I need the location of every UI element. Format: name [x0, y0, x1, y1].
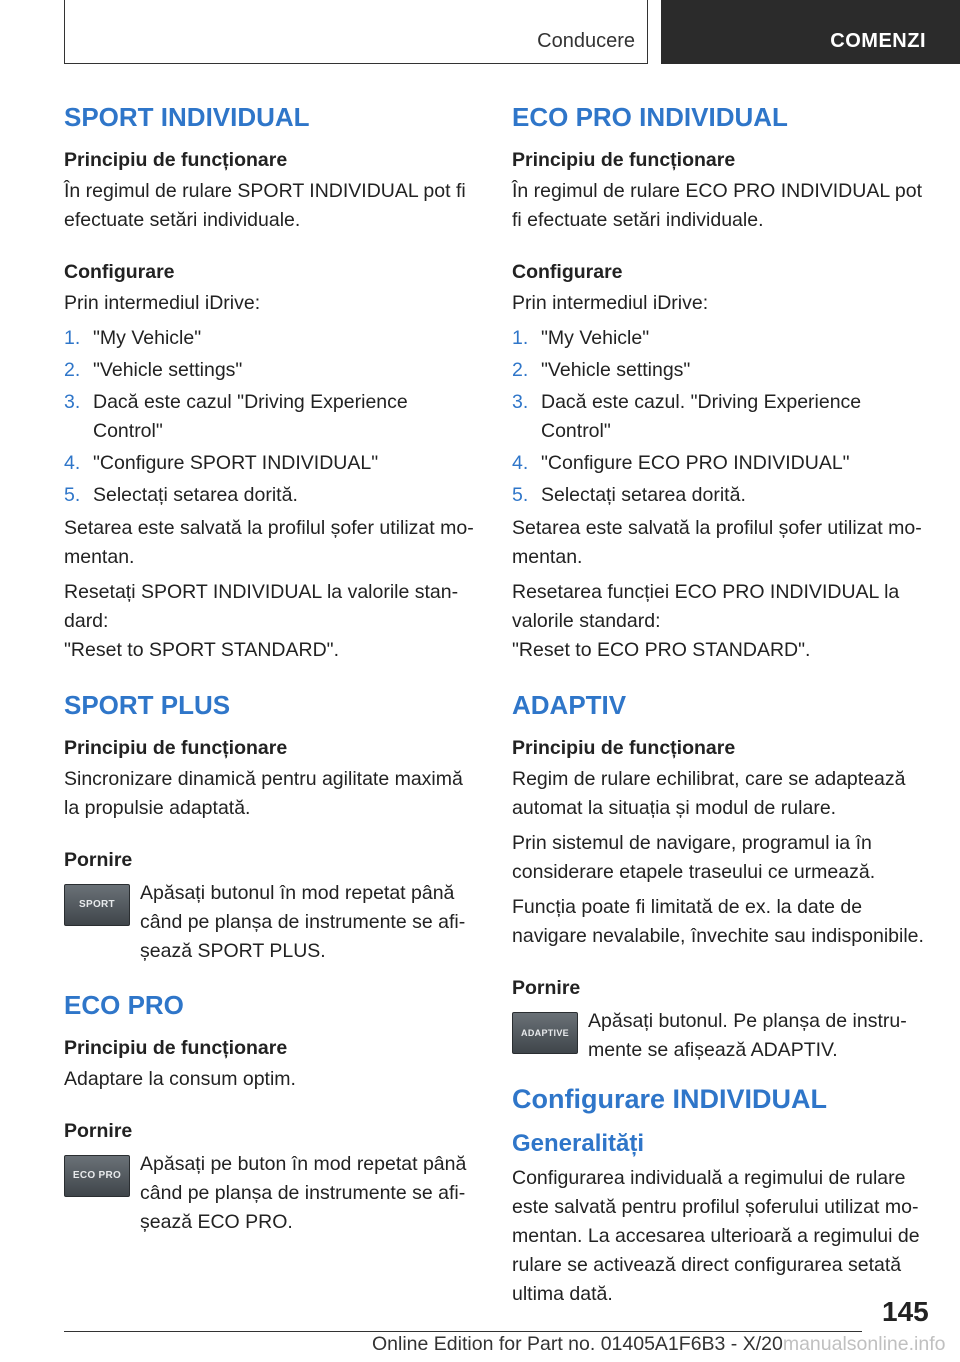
on-instruction-text: Apăsați pe buton în mod repetat până când pe planșa de instrumente se afișează ECO PRO.	[140, 1153, 467, 1233]
step-text: "My Vehicle"	[93, 327, 202, 349]
subheading-principle: Principiu de funcționare	[64, 737, 288, 759]
step-number: 4.	[512, 452, 529, 474]
step-text: "Configure SPORT INDIVIDUAL"	[93, 452, 379, 474]
config-intro: Prin intermediul iDrive:	[64, 292, 261, 314]
subheading-principle: Principiu de funcționare	[512, 737, 736, 759]
footer-edition-line	[372, 1333, 945, 1356]
section-adaptiv	[512, 688, 928, 1065]
step-number: 5.	[512, 484, 529, 506]
on-instruction-text: Apăsați butonul. Pe planșa de instrumente se afișează ADAPTIV.	[588, 1010, 907, 1061]
principle-text: În regimul de rulare SPORT INDIVIDUAL pot fi efectuate setări individuale.	[64, 180, 466, 231]
step-text: Selectați setarea dorită.	[541, 484, 746, 506]
principle-text: Sincronizare dinamică pentru agilitate maximă la propulsie adaptată.	[64, 768, 463, 819]
step-number: 2.	[512, 359, 529, 381]
header-chapter-title: COMENZI	[830, 30, 926, 52]
list-item	[64, 356, 480, 385]
list-item	[512, 481, 928, 510]
list-item	[64, 388, 480, 446]
adaptive-button-picture: ADAPTIVE	[512, 1012, 578, 1054]
principle-text-3: Funcția poate fi limitată de ex. la date de navigare nevalabile, învechite sau indisponibile.	[512, 896, 924, 947]
saved-text: Setarea este salvată la profilul șofer utilizat momentan.	[512, 517, 922, 568]
instruction-with-button	[64, 1150, 480, 1237]
heading-eco-pro: ECO PRO	[64, 990, 184, 1020]
section-config-individual	[512, 1082, 928, 1309]
step-text: Selectați setarea dorită.	[93, 484, 298, 506]
step-text: Dacă este cazul. "Driving Experience Control"	[541, 391, 862, 442]
section-sport-individual	[64, 100, 480, 665]
reset-value: "Reset to ECO PRO STANDARD".	[512, 639, 811, 661]
step-number: 1.	[512, 327, 529, 349]
subheading-principle: Principiu de funcționare	[64, 149, 288, 171]
step-number: 1.	[64, 327, 81, 349]
instruction-with-button	[512, 1007, 928, 1065]
config-steps-list	[64, 324, 480, 510]
step-text: "Configure ECO PRO INDIVIDUAL"	[541, 452, 850, 474]
subheading-principle: Principiu de funcționare	[64, 1037, 288, 1059]
step-text: "Vehicle settings"	[541, 359, 691, 381]
subheading-on: Pornire	[64, 1120, 133, 1142]
heading-sport-individual: SPORT INDIVIDUAL	[64, 102, 310, 132]
section-sport-plus	[64, 688, 480, 966]
saved-text: Setarea este salvată la profilul șofer utilizat momentan.	[64, 517, 474, 568]
step-text: "Vehicle settings"	[93, 359, 243, 381]
eco-pro-button-picture: ECO PRO	[64, 1155, 130, 1197]
section-eco-pro-individual	[512, 100, 928, 665]
reset-text: Resetarea funcției ECO PRO INDIVIDUAL la valorile standard:	[512, 581, 900, 632]
header-chapter-tab	[661, 0, 960, 64]
heading-general: Generalități	[512, 1130, 645, 1157]
step-number: 2.	[64, 359, 81, 381]
step-number: 3.	[512, 391, 529, 413]
subheading-config: Configurare	[64, 261, 175, 283]
subheading-principle: Principiu de funcționare	[512, 149, 736, 171]
footer-rule	[64, 1331, 862, 1332]
on-instruction-text: Apăsați butonul în mod repetat până când pe planșa de instrumente se afișează SPORT PLUS.	[140, 882, 466, 962]
list-item	[64, 449, 480, 478]
subheading-config: Configurare	[512, 261, 623, 283]
instruction-with-button	[64, 879, 480, 966]
config-intro: Prin intermediul iDrive:	[512, 292, 709, 314]
list-item	[512, 388, 928, 446]
step-text: Dacă este cazul "Driving Experience Control"	[93, 391, 408, 442]
heading-adaptiv: ADAPTIV	[512, 690, 627, 720]
list-item	[64, 324, 480, 353]
heading-eco-pro-individual: ECO PRO INDIVIDUAL	[512, 102, 788, 132]
header-section-box	[64, 0, 648, 64]
left-column	[64, 100, 480, 1237]
step-number: 3.	[64, 391, 81, 413]
step-number: 5.	[64, 484, 81, 506]
sport-button-picture: SPORT	[64, 884, 130, 926]
section-eco-pro	[64, 988, 480, 1237]
principle-text-1: Regim de rulare echilibrat, care se adaptează automat la situația și modul de rulare.	[512, 768, 906, 819]
subheading-on: Pornire	[512, 977, 581, 999]
heading-config-individual: Configurare INDIVIDUAL	[512, 1084, 828, 1114]
footer-brand: manualsonline.info	[782, 1333, 946, 1355]
right-column	[512, 100, 928, 1315]
list-item	[512, 356, 928, 385]
principle-text: În regimul de rulare ECO PRO INDIVIDUAL pot fi efectuate setări individuale.	[512, 180, 923, 231]
footer-edition: Online Edition for Part no. 01405A1F6B3 - X/20	[372, 1333, 783, 1355]
principle-text-2: Prin sistemul de navigare, programul ia în considerare etapele traseului ce urmează.	[512, 832, 876, 883]
page-number: 145	[882, 1296, 929, 1327]
step-number: 4.	[64, 452, 81, 474]
heading-sport-plus: SPORT PLUS	[64, 690, 231, 720]
principle-text: Adaptare la consum optim.	[64, 1068, 296, 1090]
reset-value: "Reset to SPORT STANDARD".	[64, 639, 339, 661]
list-item	[64, 481, 480, 510]
step-text: "My Vehicle"	[541, 327, 650, 349]
general-text: Configurarea individuală a regimului de rulare este salvată pentru profilul șoferului utilizat momentan. La accesarea ulterioară a regimului de rulare se activează direct configurarea setată ultima dată.	[512, 1167, 920, 1305]
list-item	[512, 324, 928, 353]
list-item	[512, 449, 928, 478]
subheading-on: Pornire	[64, 849, 133, 871]
header-section-title: Conducere	[537, 30, 635, 52]
config-steps-list	[512, 324, 928, 510]
reset-text: Resetați SPORT INDIVIDUAL la valorile standard:	[64, 581, 459, 632]
